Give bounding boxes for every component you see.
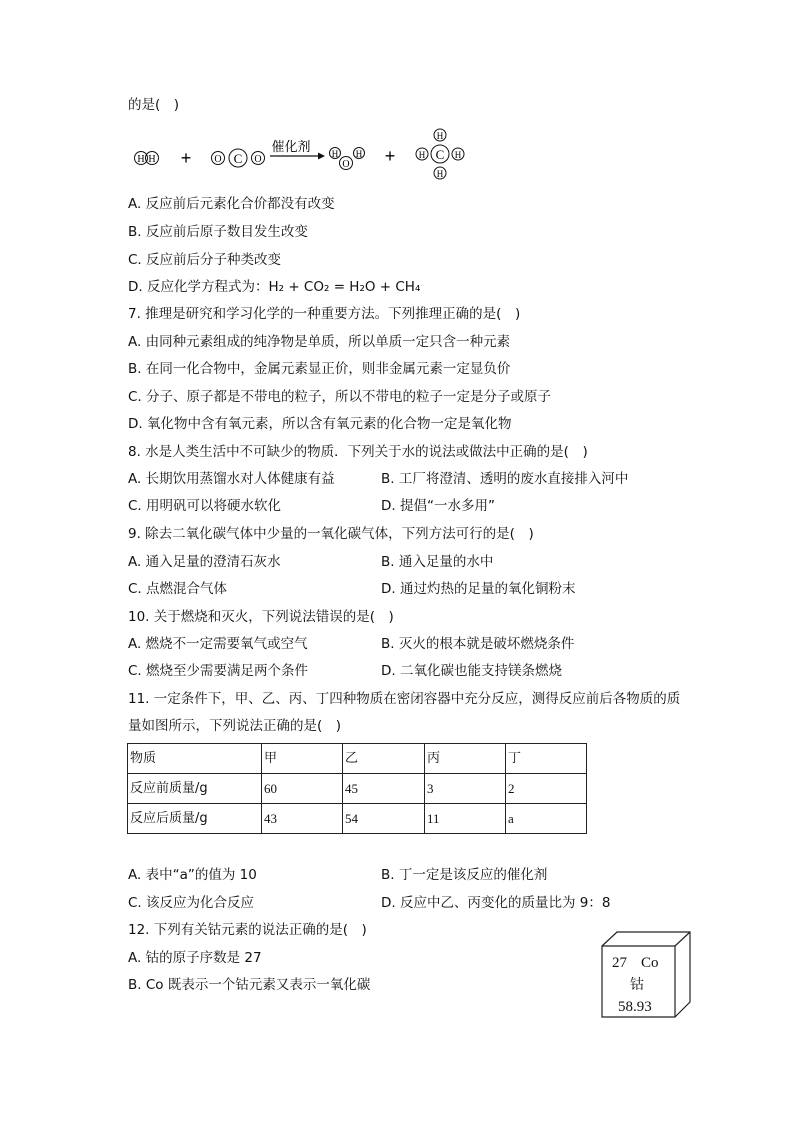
q9-option-a: A. 通入足量的澄清石灰水 [128, 554, 281, 570]
svg-text:+: + [384, 146, 396, 166]
table-cell: 54 [343, 804, 425, 834]
q9-option-b: B. 通入足量的水中 [381, 554, 494, 570]
q11-option-c: C. 该反应为化合反应 [128, 895, 255, 911]
q12-option-b: B. Co 既表示一个钴元素又表示一氧化碳 [128, 977, 371, 993]
question-11-stem-cont: 量如图所示，下列说法正确的是( ) [128, 718, 342, 734]
table-cell: 60 [262, 774, 343, 804]
cobalt-element-card [601, 929, 693, 1019]
q10-option-c: C. 燃烧至少需要满足两个条件 [128, 663, 309, 679]
q11-option-d: D. 反应中乙、丙变化的质量比为 9：8 [381, 895, 611, 911]
q8-option-d: D. 提倡“一水多用” [381, 498, 495, 514]
table-cell: 3 [425, 774, 506, 804]
q8-option-c: C. 用明矾可以将硬水软化 [128, 498, 282, 514]
q10-option-d: D. 二氧化碳也能支持镁条燃烧 [381, 663, 562, 679]
svg-text:H: H [137, 154, 145, 165]
water-molecule [330, 148, 365, 171]
question-12-stem: 12. 下列有关钴元素的说法正确的是( ) [128, 922, 367, 938]
q12-option-a: A. 钴的原子序数是 27 [128, 950, 262, 966]
table-cell: 11 [425, 804, 506, 834]
table-cell: 2 [506, 774, 587, 804]
table-cell: 45 [343, 774, 425, 804]
svg-text:H: H [148, 154, 156, 165]
svg-text:O: O [214, 154, 222, 165]
q9-option-c: C. 点燃混合气体 [128, 581, 228, 597]
q6-option-b: B. 反应前后原子数目发生改变 [128, 224, 308, 240]
table-cell: 丙 [425, 744, 506, 774]
methane-molecule [416, 129, 464, 179]
table-cell: 丁 [506, 744, 587, 774]
question-10-stem: 10. 关于燃烧和灭火，下列说法错误的是( ) [128, 609, 394, 625]
svg-text:+: + [180, 148, 192, 168]
svg-text:H: H [436, 169, 444, 179]
question-9-stem: 9. 除去二氧化碳气体中少量的一氧化碳气体，下列方法可行的是( ) [128, 526, 534, 542]
atomic-number: 27 [612, 955, 627, 971]
q8-option-a: A. 长期饮用蒸馏水对人体健康有益 [128, 471, 335, 487]
element-symbol: Co [641, 955, 659, 971]
q10-option-b: B. 灭火的根本就是破坏燃烧条件 [381, 636, 575, 652]
question-7-stem: 7. 推理是研究和学习化学的一种重要方法。下列推理正确的是( ) [128, 306, 521, 322]
q6-option-a: A. 反应前后元素化合价都没有改变 [128, 196, 335, 212]
q9-option-d: D. 通过灼热的足量的氧化铜粉末 [381, 581, 576, 597]
q7-option-b: B. 在同一化合物中，金属元素显正价，则非金属元素一定显负价 [128, 361, 511, 377]
q6-option-d: D. 反应化学方程式为：H₂ + CO₂ = H₂O + CH₄ [128, 279, 421, 295]
reaction-diagram [128, 128, 488, 184]
q11-option-a: A. 表中“a”的值为 10 [128, 867, 257, 883]
table-cell: 43 [262, 804, 343, 834]
svg-text:H: H [436, 131, 444, 141]
svg-text:O: O [342, 159, 350, 170]
question-6-tail: 的是( ) [128, 97, 180, 113]
table-cell: a [506, 804, 587, 834]
table-header-row [128, 744, 587, 774]
carbon-dioxide-molecule [212, 149, 265, 167]
q7-option-d: D. 氧化物中含有氧元素，所以含有氧元素的化合物一定是氧化物 [128, 416, 512, 432]
q7-option-c: C. 分子、原子都是不带电的粒子，所以不带电的粒子一定是分子或原子 [128, 389, 552, 405]
table-cell: 甲 [262, 744, 343, 774]
svg-text:H: H [418, 150, 426, 160]
table-cell: 反应前质量/g [128, 774, 262, 804]
table-cell: 物质 [128, 744, 262, 774]
svg-text:C: C [233, 151, 243, 166]
hydrogen-molecule [135, 152, 159, 166]
svg-text:催化剂: 催化剂 [271, 140, 311, 155]
q11-option-b: B. 丁一定是该反应的催化剂 [381, 867, 548, 883]
atomic-mass: 58.93 [618, 999, 652, 1015]
question-8-stem: 8. 水是人类生活中不可缺少的物质．下列关于水的说法或做法中正确的是( ) [128, 444, 588, 460]
svg-text:H: H [331, 149, 339, 159]
svg-text:O: O [254, 154, 262, 165]
svg-text:C: C [435, 147, 445, 162]
svg-text:H: H [355, 149, 363, 159]
element-name: 钴 [630, 977, 644, 993]
reaction-svg [128, 128, 488, 184]
question-11-stem: 11. 一定条件下，甲、乙、丙、丁四种物质在密闭容器中充分反应，测得反应前后各物质的质 [128, 691, 681, 707]
svg-text:H: H [454, 150, 462, 160]
mass-table [127, 743, 587, 834]
q8-option-b: B. 工厂将澄清、透明的废水直接排入河中 [381, 471, 629, 487]
table-cell: 乙 [343, 744, 425, 774]
q7-option-a: A. 由同种元素组成的纯净物是单质，所以单质一定只含一种元素 [128, 334, 511, 350]
q10-option-a: A. 燃烧不一定需要氧气或空气 [128, 636, 308, 652]
q6-option-c: C. 反应前后分子种类改变 [128, 252, 282, 268]
table-cell: 反应后质量/g [128, 804, 262, 834]
table-row [128, 774, 587, 804]
table-row [128, 804, 587, 834]
